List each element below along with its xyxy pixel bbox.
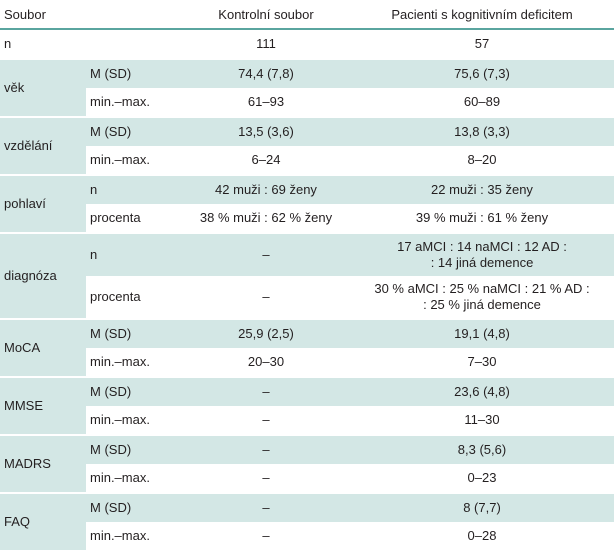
stat-label: procenta <box>90 209 141 225</box>
cell-patients: 23,6 (4,8) <box>350 377 614 406</box>
cell-patients: 7–30 <box>467 353 497 369</box>
stat-label: min.–max. <box>90 151 150 167</box>
header-soubor: Soubor <box>0 0 86 29</box>
group-label: FAQ <box>0 493 86 550</box>
cell-patients: 22 muži : 35 ženy <box>350 175 614 204</box>
group-label: MoCA <box>0 319 86 377</box>
cell-control: 42 muži : 69 ženy <box>182 175 350 204</box>
stat-label: M (SD) <box>86 117 182 146</box>
table-row <box>0 276 614 319</box>
cell-patients: 60–89 <box>463 93 501 109</box>
group-label: pohlaví <box>0 175 86 233</box>
group-label: MMSE <box>0 377 86 435</box>
stat-label: n <box>86 233 182 276</box>
header-patients: Pacienti s kognitivním deficitem <box>350 0 614 29</box>
cell-patients: 39 % muži : 61 % ženy <box>415 209 549 225</box>
table-row <box>0 522 614 550</box>
cell-patients: 8 (7,7) <box>350 493 614 522</box>
stat-label: procenta <box>90 288 141 304</box>
stat-label: min.–max. <box>90 353 150 369</box>
group-label: vzdělání <box>0 117 86 175</box>
table-row <box>0 29 614 59</box>
cell-patients: 75,6 (7,3) <box>350 59 614 88</box>
cell-control: – <box>262 288 270 304</box>
stat-label: min.–max. <box>90 93 150 109</box>
header-stat <box>86 0 182 29</box>
table-row <box>0 146 614 175</box>
header-control: Kontrolní soubor <box>182 0 350 29</box>
table-row <box>0 319 614 348</box>
table-row <box>0 377 614 406</box>
cell-patients <box>350 276 614 319</box>
cell-control: – <box>182 377 350 406</box>
cell-control: 20–30 <box>247 353 285 369</box>
cell-control: 25,9 (2,5) <box>182 319 350 348</box>
cell-control: – <box>182 233 350 276</box>
cell-patients-line: 30 % aMCI : 25 % naMCI : 21 % AD : <box>374 280 590 296</box>
table-row <box>0 88 614 117</box>
cell-control: 61–93 <box>247 93 285 109</box>
stat-label: M (SD) <box>86 493 182 522</box>
table-row <box>0 464 614 493</box>
stat-label: n <box>86 175 182 204</box>
group-label: věk <box>0 59 86 117</box>
table-row <box>0 204 614 233</box>
table-row <box>0 117 614 146</box>
stat-label: M (SD) <box>86 319 182 348</box>
stat-label: M (SD) <box>86 59 182 88</box>
cell-control: – <box>182 435 350 464</box>
header-row <box>0 0 614 29</box>
cell-control: – <box>262 411 270 427</box>
row-label: n <box>4 35 12 51</box>
stat-label: M (SD) <box>86 377 182 406</box>
table-row <box>0 348 614 377</box>
table-row <box>0 493 614 522</box>
cell-patients <box>350 233 614 276</box>
cell-control: – <box>262 527 270 543</box>
cell-control: – <box>262 469 270 485</box>
table-row <box>0 233 614 276</box>
table-row <box>0 175 614 204</box>
cell-patients: 8,3 (5,6) <box>350 435 614 464</box>
cell-patients-line: : 14 jiná demence <box>430 255 534 270</box>
cell-control: 38 % muži : 62 % ženy <box>199 209 333 225</box>
cell-control: 13,5 (3,6) <box>182 117 350 146</box>
cell-patients: 11–30 <box>464 411 500 427</box>
group-label: MADRS <box>0 435 86 493</box>
cell-patients: 19,1 (4,8) <box>350 319 614 348</box>
table-row <box>0 59 614 88</box>
cell-patients: 0–23 <box>467 469 497 485</box>
cell-patients: 57 <box>474 35 490 51</box>
cell-control: 111 <box>256 35 276 51</box>
cell-patients: 0–28 <box>467 527 497 543</box>
stat-label: min.–max. <box>90 411 150 427</box>
group-label: diagnóza <box>0 233 86 319</box>
cell-patients-line: : 25 % jiná demence <box>423 297 541 312</box>
cell-patients-line: 17 aMCI : 14 naMCI : 12 AD : <box>397 238 567 254</box>
stat-label: min.–max. <box>90 527 150 543</box>
cell-control: 6–24 <box>251 151 281 167</box>
stat-label: min.–max. <box>90 469 150 485</box>
stat-label: M (SD) <box>86 435 182 464</box>
cell-patients: 13,8 (3,3) <box>350 117 614 146</box>
cell-patients: 8–20 <box>467 151 497 167</box>
table-row <box>0 435 614 464</box>
table-row <box>0 406 614 435</box>
cell-control: 74,4 (7,8) <box>182 59 350 88</box>
cell-control: – <box>182 493 350 522</box>
